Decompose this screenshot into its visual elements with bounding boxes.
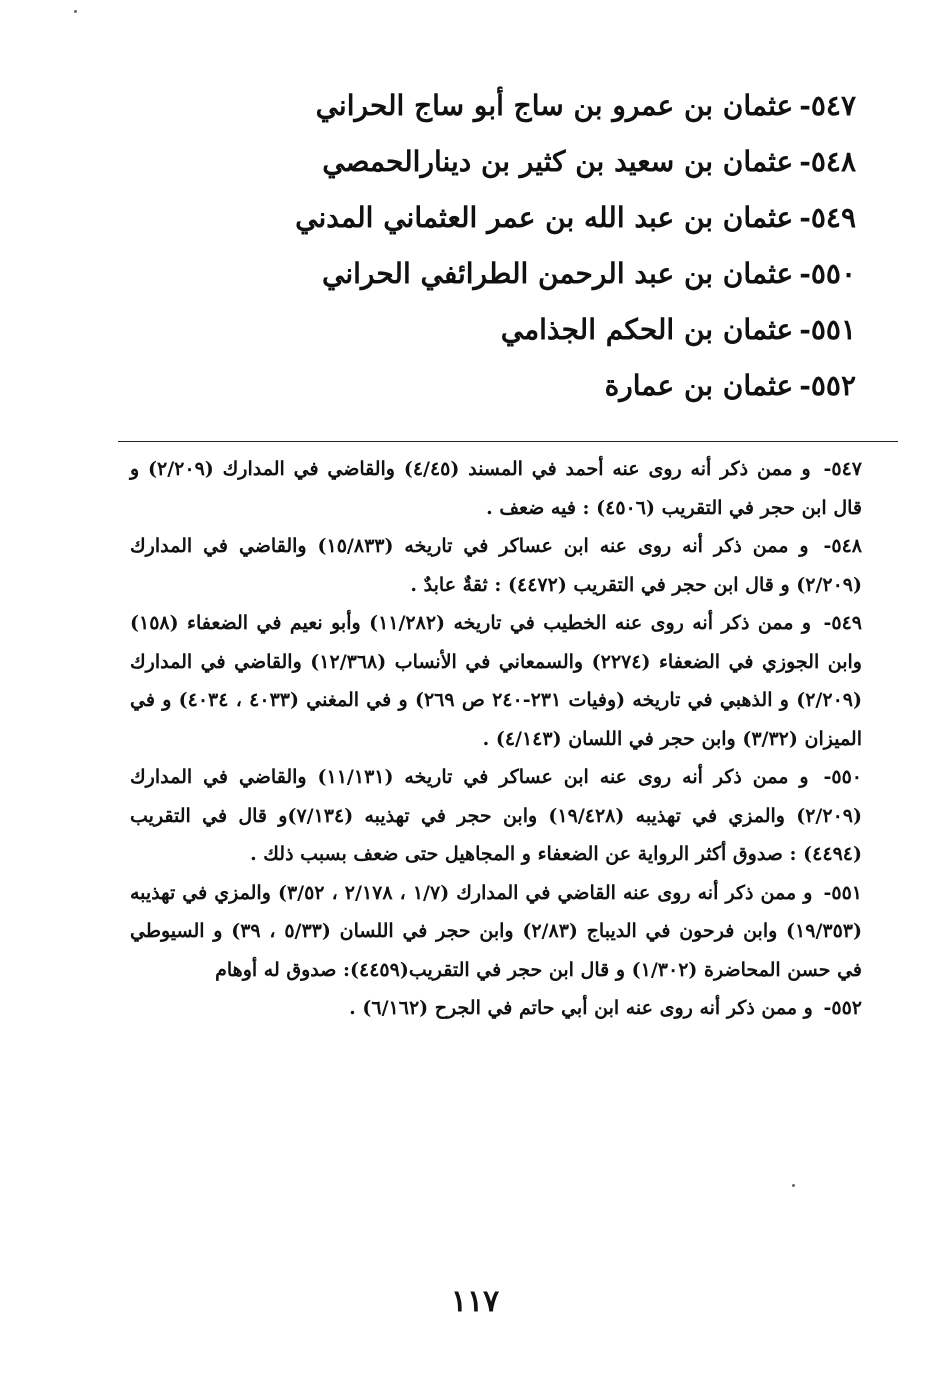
footnote-divider [118, 441, 898, 442]
entry-name: عثمان بن عمارة [604, 369, 794, 402]
footnote-text: و ممن ذكر أنه روى عنه ابن عساكر في تاريخه (١١/١٣١) والقاضي في المدارك (٢/٢٠٩) والمزي في تهذيبه (١٩/٤٢٨) وابن حجر في تهذيبه (٧/١٣٤)و قال في التقريب (٤٤٩٤) : صدوق أكثر الرواية عن الضعفاء و المجاهيل حتى ضعف بسبب ذلك . [130, 766, 862, 865]
entry-number: ٥٥٢- [799, 369, 856, 402]
footnote-text: و ممن ذكر أنه روى عنه ابن أبي حاتم في الجرح (٦/١٦٢) . [349, 997, 813, 1019]
footnote [130, 989, 862, 1028]
narrator-entry [216, 302, 856, 358]
footnote-number: ٥٤٨- [823, 535, 862, 557]
narrator-entry [216, 246, 856, 302]
footnote [130, 604, 862, 758]
scan-speck [74, 10, 77, 13]
page-number: ١١٧ [450, 1284, 500, 1319]
narrator-entry [216, 190, 856, 246]
entry-name: عثمان بن الحكم الجذامي [500, 313, 794, 346]
footnote-number: ٥٤٧- [823, 458, 863, 480]
entry-name: عثمان بن عبد الرحمن الطرائفي الحراني [321, 257, 794, 290]
entry-number: ٥٥٠- [799, 257, 856, 290]
footnote-text: و ممن ذكر أنه روى عنه الخطيب في تاريخه (١١/٢٨٢) وأبو نعيم في الضعفاء (١٥٨) وابن الجوزي في الضعفاء (٢٢٧٤) والسمعاني في الأنساب (١٢/٣٦٨) والقاضي في المدارك (٢/٢٠٩) و الذهبي في تاريخه (وفيات ٢٣١-٢٤٠ ص ٢٦٩) و في المغني (٤٠٣٣ ، ٤٠٣٤) و في الميزان (٣/٣٢) وابن حجر في اللسان (٤/١٤٣) . [130, 612, 862, 750]
entry-number: ٥٤٩- [799, 201, 856, 234]
footnote-number: ٥٥٠- [823, 766, 862, 788]
footnote-number: ٥٥١- [823, 881, 862, 904]
footnote-text: و ممن ذكر أنه روى عنه القاضي في المدارك (١/٧ ، ٢/١٧٨ ، ٣/٥٢) والمزي في تهذيبه (١٩/٣٥٣) وابن فرحون في الديباج (٢/٨٣) وابن حجر في اللسان (٥/٣٣ ، ٣٩) و السيوطي في حسن المحاضرة (١/٣٠٢) و قال ابن حجر في التقريب(٤٤٥٩): صدوق له أوهام [130, 881, 862, 981]
entry-number: ٥٤٧- [799, 89, 856, 122]
footnote [130, 527, 862, 604]
footnote [130, 450, 862, 527]
footnote [130, 758, 862, 874]
entry-number: ٥٥١- [799, 313, 856, 346]
footnotes [130, 450, 862, 1028]
narrator-entry [216, 78, 856, 134]
narrator-list [216, 78, 856, 414]
narrator-entry [216, 358, 856, 414]
footnote-number: ٥٤٩- [823, 612, 862, 634]
entry-name: عثمان بن عمرو بن ساج أبو ساج الحراني [315, 89, 794, 122]
entry-name: عثمان بن سعيد بن كثير بن دينارالحمصي [322, 145, 794, 178]
footnote-text: و ممن ذكر أنه روى عنه ابن عساكر في تاريخه (١٥/٨٣٣) والقاضي في المدارك (٢/٢٠٩) و قال ابن حجر في التقريب (٤٤٧٢) : ثقةٌ عابدٌ . [130, 535, 862, 596]
scan-speck [792, 1184, 795, 1187]
narrator-entry [216, 134, 856, 190]
footnote [130, 874, 862, 990]
footnote-number: ٥٥٢- [823, 997, 862, 1019]
footnote-text: و ممن ذكر أنه روى عنه أحمد في المسند (٤/٤٥) والقاضي في المدارك (٢/٢٠٩) و قال ابن حجر في التقريب (٤٥٠٦) : فيه ضعف . [130, 458, 862, 519]
entry-number: ٥٤٨- [799, 145, 856, 178]
entry-name: عثمان بن عبد الله بن عمر العثماني المدني [295, 201, 794, 234]
